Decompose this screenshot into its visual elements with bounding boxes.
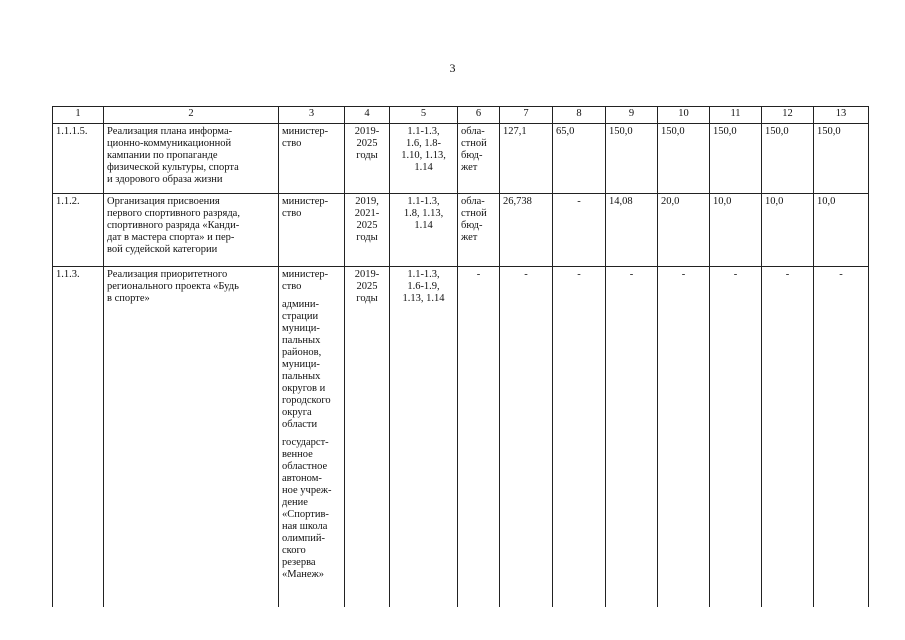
column-number: 1 [53,107,104,124]
activity-number: 1.1.3. [53,267,104,607]
column-number: 11 [710,107,762,124]
table-row [53,194,869,267]
column-number: 3 [279,107,345,124]
program-activities-table [52,106,869,607]
activity-name: Реализация приоритетного регионального проекта «Будь в спорте» [104,267,279,607]
value-cell: - [500,267,553,607]
activity-number: 1.1.2. [53,194,104,267]
value-cell: 150,0 [658,124,710,194]
value-cell: 150,0 [814,124,869,194]
indicators: 1.1-1.3, 1.8, 1.13, 1.14 [390,194,458,267]
period: 2019, 2021- 2025 годы [345,194,390,267]
value-cell: 10,0 [710,194,762,267]
value-cell: 20,0 [658,194,710,267]
period: 2019- 2025 годы [345,267,390,607]
value-cell: - [762,267,814,607]
value-cell: 26,738 [500,194,553,267]
column-number: 4 [345,107,390,124]
value-cell: 10,0 [762,194,814,267]
value-cell: 65,0 [553,124,606,194]
column-number: 2 [104,107,279,124]
activity-number: 1.1.1.5. [53,124,104,194]
activity-name: Реализация плана информа- ционно-коммуникационной кампании по пропаганде физической культуры, спорта и здорового образа жизни [104,124,279,194]
value-cell: 150,0 [710,124,762,194]
column-number: 12 [762,107,814,124]
indicators: 1.1-1.3, 1.6, 1.8- 1.10, 1.13, 1.14 [390,124,458,194]
executor: министер- ство [279,194,345,267]
funding-source: - [458,267,500,607]
value-cell: - [606,267,658,607]
indicators: 1.1-1.3, 1.6-1.9, 1.13, 1.14 [390,267,458,607]
funding-source: обла- стной бюд- жет [458,194,500,267]
executor: министер- ство [282,269,329,292]
activity-name: Организация присвоения первого спортивного разряда, спортивного разряда «Канди- дат в мастера спорта» и пер- вой судейской категории [104,194,279,267]
value-cell: - [553,194,606,267]
value-cell: 150,0 [606,124,658,194]
column-number: 6 [458,107,500,124]
value-cell: 14,08 [606,194,658,267]
executor: министер- ство [279,124,345,194]
executor: админи- страции муници- пальных районов, муници- пальных округов и городского округа области [282,299,331,430]
column-numbers-row [53,107,869,124]
column-number: 5 [390,107,458,124]
value-cell: 150,0 [762,124,814,194]
table-row [53,267,869,607]
value-cell: 127,1 [500,124,553,194]
page-number: 3 [449,61,456,75]
value-cell: - [553,267,606,607]
executor: государст- венное областное автоном- ное учреж- дение «Спортив- ная школа олимпий- ского резерва «Манеж» [282,437,332,580]
column-number: 13 [814,107,869,124]
executors-cell [279,267,345,607]
value-cell: - [658,267,710,607]
funding-source: обла- стной бюд- жет [458,124,500,194]
column-number: 9 [606,107,658,124]
value-cell: 10,0 [814,194,869,267]
period: 2019- 2025 годы [345,124,390,194]
column-number: 8 [553,107,606,124]
value-cell: - [814,267,869,607]
value-cell: - [710,267,762,607]
column-number: 10 [658,107,710,124]
table-row [53,124,869,194]
column-number: 7 [500,107,553,124]
